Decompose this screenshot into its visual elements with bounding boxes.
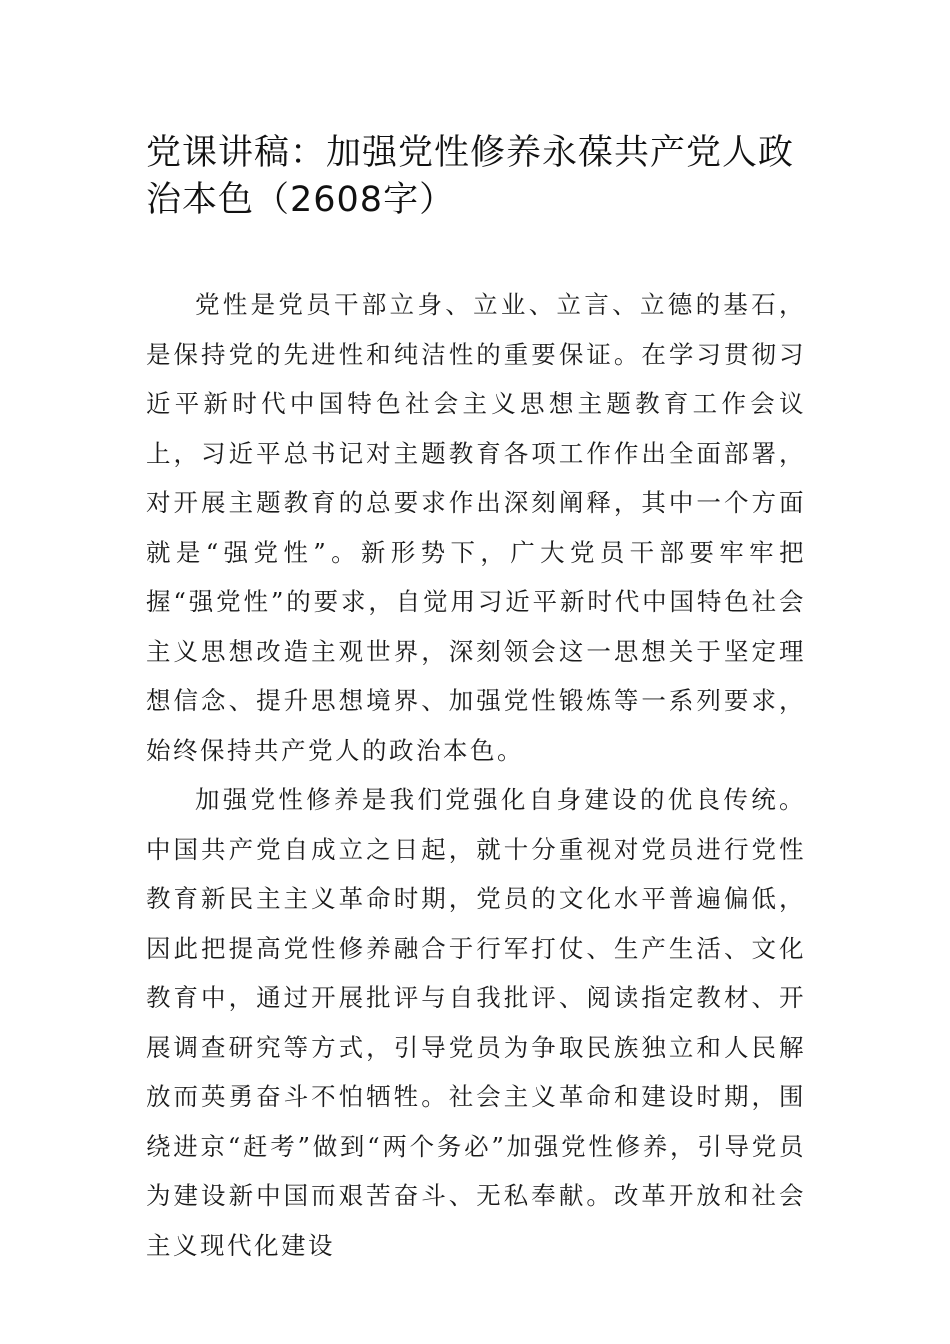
document-body <box>146 280 806 1270</box>
paragraph-1: 党性是党员干部立身、立业、立言、立德的基石，是保持党的先进性和纯洁性的重要保证。在学习贯彻习近平新时代中国特色社会主义思想主题教育工作会议上，习近平总书记对主题教育各项工作作出全面部署，对开展主题教育的总要求作出深刻阐释，其中一个方面就是“强党性”。新形势下，广大党员干部要牢牢把握“强党性”的要求，自觉用习近平新时代中国特色社会主义思想改造主观世界，深刻领会这一思想关于坚定理想信念、提升思想境界、加强党性锻炼等一系列要求，始终保持共产党人的政治本色。 <box>146 290 806 765</box>
document-title: 党课讲稿：加强党性修养永葆共产党人政治本色（2608字） <box>146 133 795 220</box>
paragraph-2: 加强党性修养是我们党强化自身建设的优良传统。中国共产党自成立之日起，就十分重视对党员进行党性教育新民主主义革命时期，党员的文化水平普遍偏低，因此把提高党性修养融合于行军打仗、生产生活、文化教育中，通过开展批评与自我批评、阅读指定教材、开展调查研究等方式，引导党员为争取民族独立和人民解放而英勇奋斗不怕牺牲。社会主义革命和建设时期，围绕进京“赶考”做到“两个务必”加强党性修养，引导党员为建设新中国而艰苦奋斗、无私奉献。改革开放和社会主义现代化建设 <box>146 785 806 1260</box>
